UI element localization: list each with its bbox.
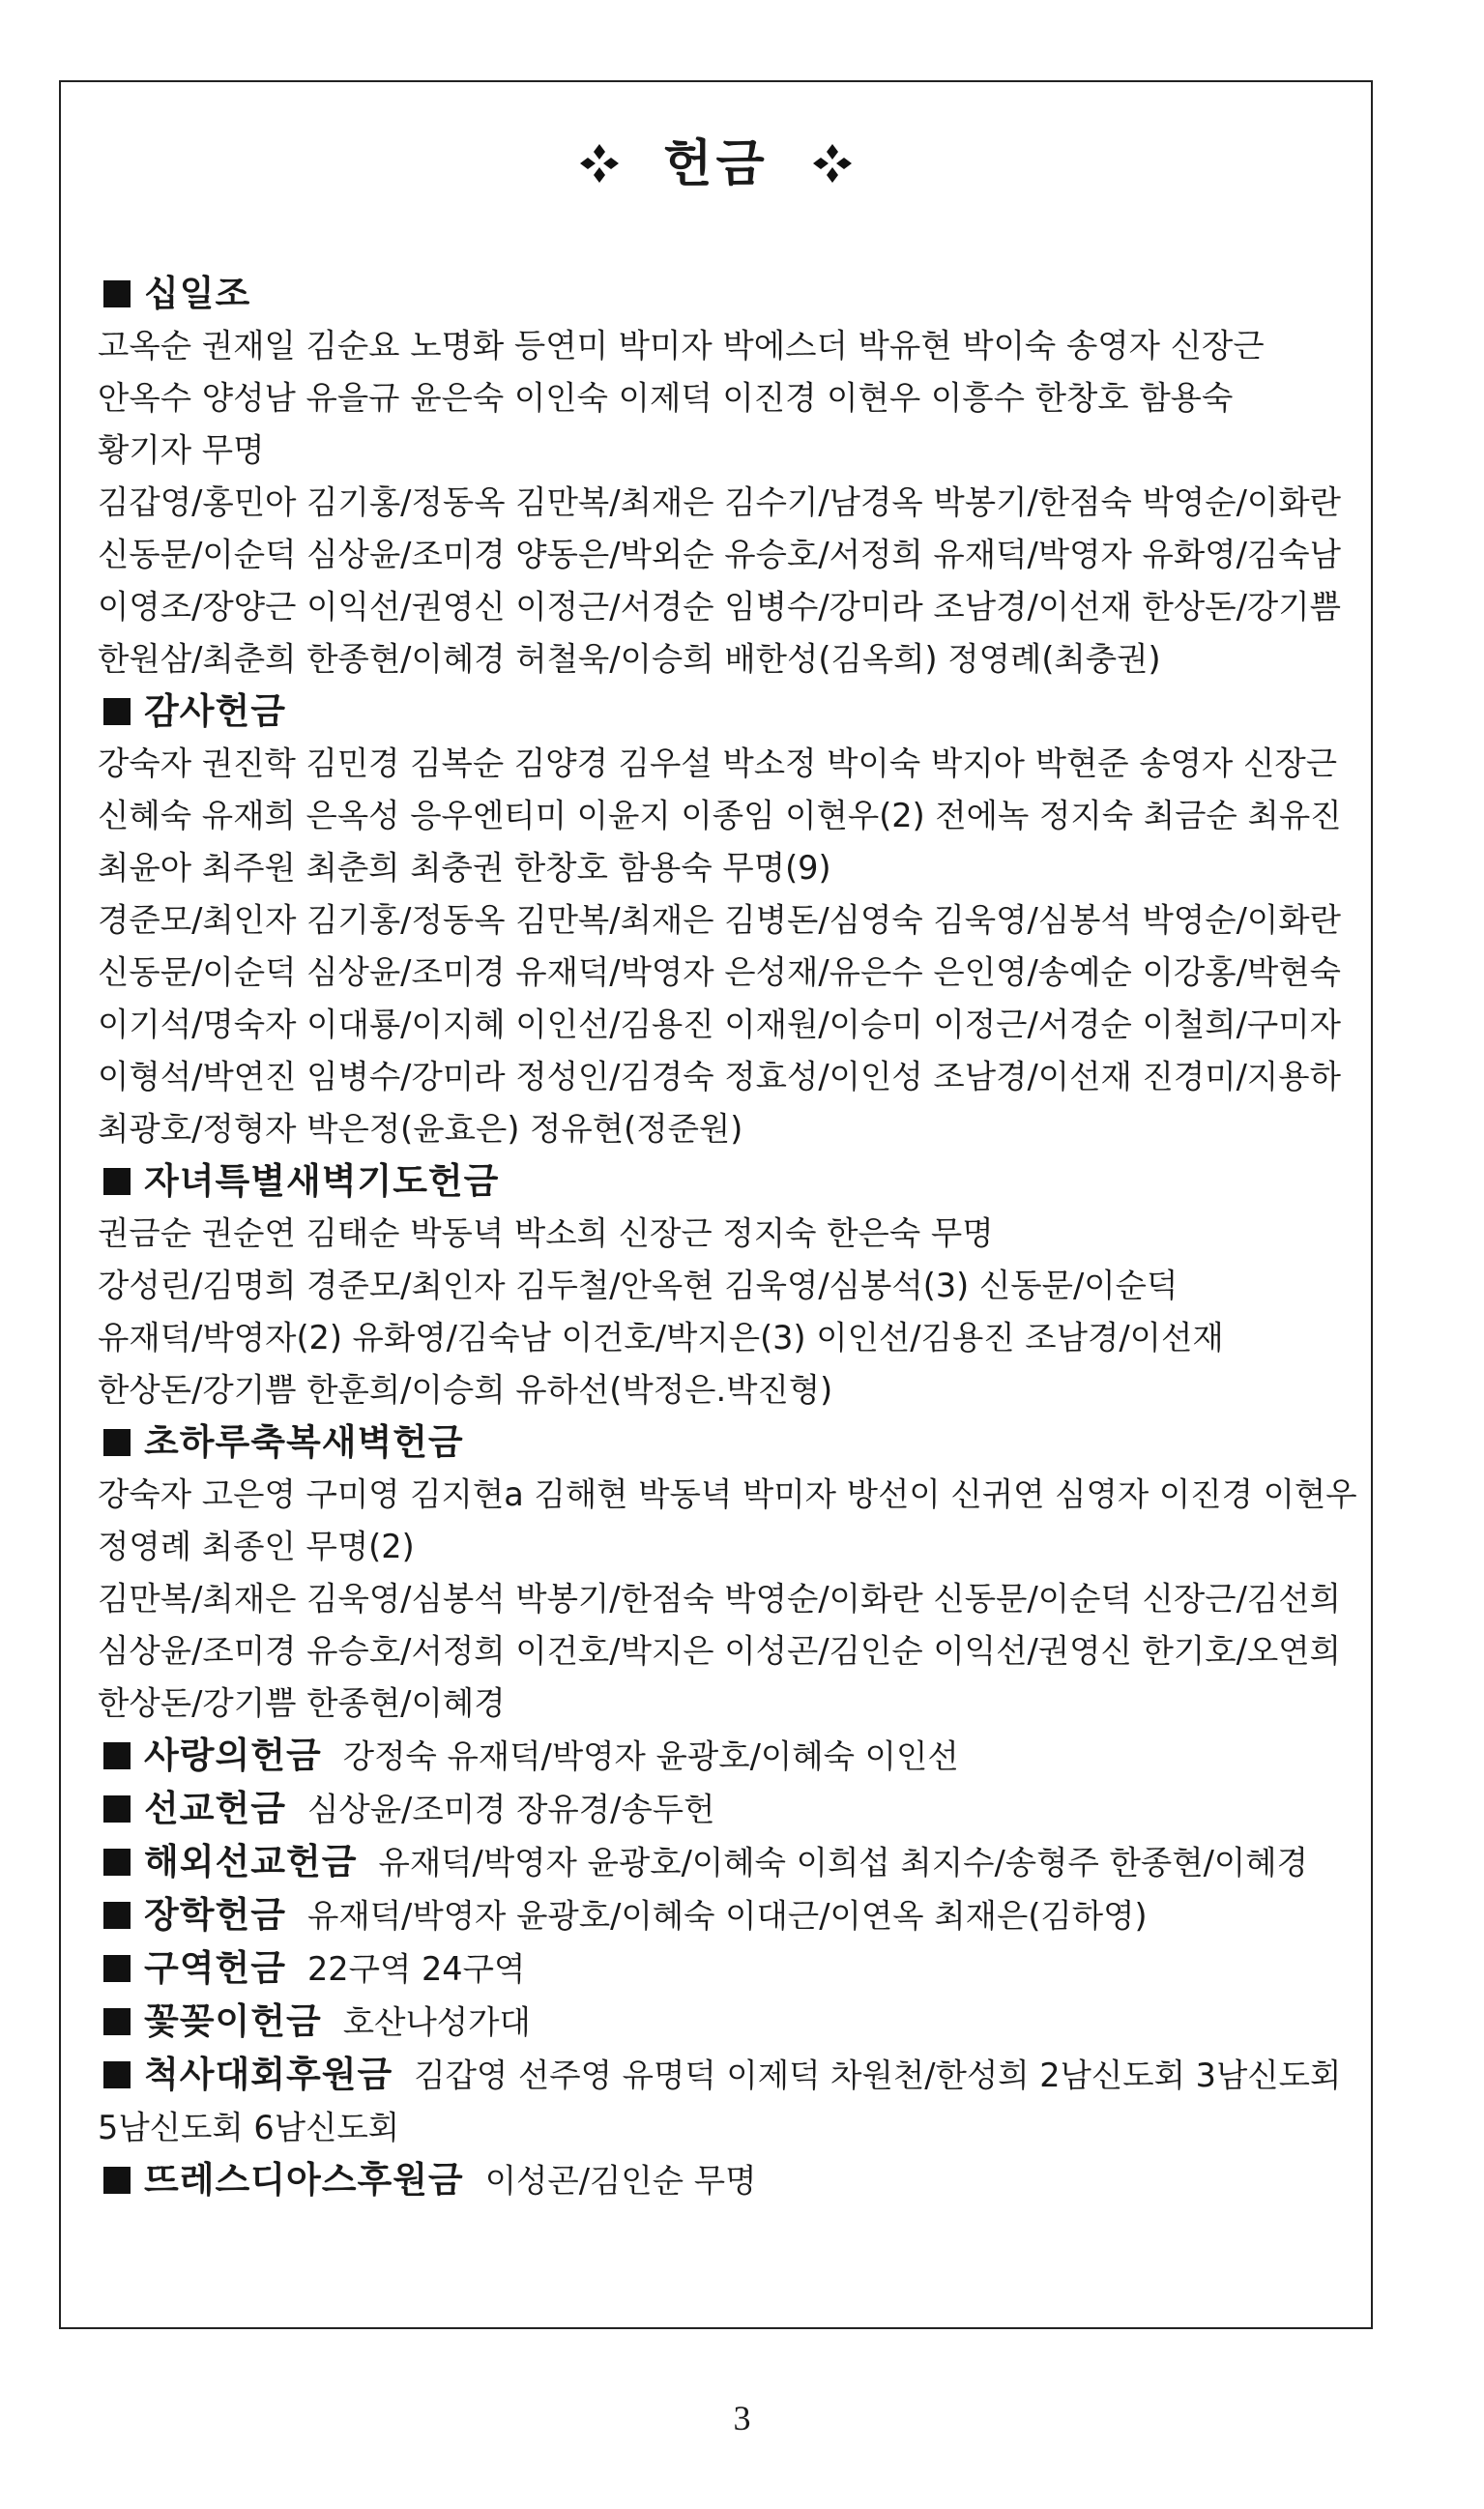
donor-line: 강숙자 권진학 김민경 김복순 김양경 김우설 박소정 박이숙 박지아 박현준 송영자 신장근 (98, 744, 1338, 782)
section-heading: 십일조 (98, 268, 1345, 320)
donor-line: 경준모/최인자 김기홍/정동옥 김만복/최재은 김병돈/심영숙 김욱영/심봉석 박영순/이화란 (98, 901, 1341, 939)
donor-line: 신혜숙 유재희 은옥성 응우엔티미 이윤지 이종임 이현우(2) 전에녹 정지숙 최금순 최유진 (98, 797, 1342, 834)
inline-section (98, 1730, 1345, 1783)
donor-line: 고옥순 권재일 김순요 노명화 등연미 박미자 박에스더 박유현 박이숙 송영자 신장근 (98, 327, 1265, 365)
donor-line: 5남신도회 6남신도회 (98, 2109, 400, 2146)
donor-line: 신동문/이순덕 심상윤/조미경 양동은/박외순 유승호/서정희 유재덕/박영자 유화영/김숙남 (98, 536, 1341, 573)
section-heading: 꽃꽂이헌금 (144, 2000, 322, 2042)
square-bullet-icon (103, 280, 131, 307)
donor-line: 안옥수 양성남 유을규 윤은숙 이인숙 이제덕 이진경 이현우 이흥수 한창호 함용숙 (98, 379, 1234, 417)
square-bullet-icon (103, 1742, 131, 1769)
donor-line: 한상돈/강기쁨 한종현/이혜경 (98, 1684, 506, 1722)
inline-section (98, 1996, 1345, 2049)
inline-section (98, 1783, 1345, 1836)
donor-list: 유재덕/박영자 윤광호/이혜숙 이희섭 최지수/송형주 한종현/이혜경 (378, 1844, 1308, 1882)
donor-line: 이기석/명숙자 이대룡/이지혜 이인선/김용진 이재원/이승미 이정근/서경순 이철희/구미자 (98, 1006, 1341, 1043)
square-bullet-icon (103, 1429, 131, 1456)
section-heading: 해외선교헌금 (144, 1841, 358, 1882)
donor-line: 정영례 최종인 무명(2) (98, 1528, 415, 1565)
section-heading: 감사헌금 (98, 686, 1345, 738)
square-bullet-icon (103, 1902, 131, 1929)
section-heading: 척사대회후원금 (144, 2054, 393, 2095)
donor-list: 심상윤/조미경 장유경/송두헌 (306, 1791, 715, 1828)
donor-line: 심상윤/조미경 유승호/서정희 이건호/박지은 이성곤/김인순 이익선/권영신 한기호/오연희 (98, 1632, 1341, 1670)
diamond-ornament-icon (578, 142, 621, 185)
donor-line: 이영조/장양근 이익선/권영신 이정근/서경순 임병수/강미라 조남경/이선재 한상돈/강기쁨 (98, 588, 1341, 626)
donor-line: 유재덕/박영자(2) 유화영/김숙남 이건호/박지은(3) 이인선/김용진 조남경/이선재 (98, 1319, 1224, 1357)
square-bullet-icon (103, 1849, 131, 1876)
square-bullet-icon (103, 698, 131, 725)
square-bullet-icon (103, 2167, 131, 2194)
square-bullet-icon (103, 1955, 131, 1982)
section-heading: 장학헌금 (144, 1894, 286, 1936)
offering-list (98, 268, 1357, 2207)
inline-section (98, 1889, 1345, 1942)
donor-line: 이형석/박연진 임병수/강미라 정성인/김경숙 정효성/이인성 조남경/이선재 진경미/지용하 (98, 1058, 1341, 1095)
page-number: 3 (733, 2399, 751, 2437)
section-heading: 뜨레스디아스후원금 (144, 2159, 464, 2201)
donor-line: 김만복/최재은 김욱영/심봉석 박봉기/한점숙 박영순/이화란 신동문/이순덕 신장근/김선희 (98, 1580, 1341, 1618)
donor-line: 신동문/이순덕 심상윤/조미경 유재덕/박영자 은성재/유은수 은인영/송예순 이강홍/박현숙 (98, 953, 1341, 991)
diamond-ornament-icon (811, 142, 854, 185)
donor-list: 유재덕/박영자 윤광호/이혜숙 이대근/이연옥 최재은(김하영) (306, 1897, 1148, 1935)
donor-line: 한원삼/최춘희 한종현/이혜경 허철욱/이승희 배한성(김옥희) 정영례(최충권) (98, 640, 1161, 678)
donor-list: 강정숙 유재덕/박영자 윤광호/이혜숙 이인선 (342, 1737, 959, 1775)
square-bullet-icon (103, 2008, 131, 2035)
donor-line: 최광호/정형자 박은정(윤효은) 정유현(정준원) (98, 1110, 743, 1148)
donor-list: 김갑영 선주영 유명덕 이제덕 차원천/한성희 2남신도회 3남신도회 (414, 2057, 1342, 2094)
section-heading: 사랑의헌금 (144, 1735, 322, 1776)
section-heading: 자녀특별새벽기도헌금 (98, 1155, 1345, 1208)
donor-list: 호산나성가대 (342, 2003, 531, 2041)
donor-list: 이성곤/김인순 무명 (484, 2162, 757, 2200)
inline-section (98, 1942, 1345, 1996)
inline-section (98, 2049, 1345, 2102)
square-bullet-icon (103, 1168, 131, 1195)
donor-line: 최윤아 최주원 최춘희 최충권 한창호 함용숙 무명(9) (98, 849, 831, 887)
donor-line: 한상돈/강기쁨 한훈희/이승희 유하선(박정은.박진형) (98, 1371, 833, 1409)
section-heading: 초하루축복새벽헌금 (98, 1416, 1345, 1469)
page-title (61, 123, 1371, 195)
bulletin-page-frame (59, 80, 1373, 2329)
donor-line: 권금순 권순연 김태순 박동녁 박소희 신장근 정지숙 한은숙 무명 (98, 1214, 994, 1252)
donor-line: 황기자 무명 (98, 431, 265, 469)
section-heading: 선교헌금 (144, 1788, 286, 1829)
donor-list: 22구역 24구역 (306, 1950, 526, 1988)
square-bullet-icon (103, 2061, 131, 2088)
donor-line: 김갑영/홍민아 김기홍/정동옥 김만복/최재은 김수기/남경옥 박봉기/한점숙 박영순/이화란 (98, 483, 1341, 521)
donor-line: 강성린/김명희 경준모/최인자 김두철/안옥현 김욱영/심봉석(3) 신동문/이순덕 (98, 1267, 1178, 1304)
inline-section (98, 2154, 1345, 2207)
section-heading: 구역헌금 (144, 1947, 286, 1989)
square-bullet-icon (103, 1795, 131, 1823)
inline-section (98, 1836, 1345, 1889)
donor-line: 강숙자 고은영 구미영 김지현a 김해현 박동녁 박미자 방선이 신귀연 심영자 이진경 이현우 (98, 1475, 1357, 1513)
page-title-text: 헌금 (663, 135, 769, 193)
